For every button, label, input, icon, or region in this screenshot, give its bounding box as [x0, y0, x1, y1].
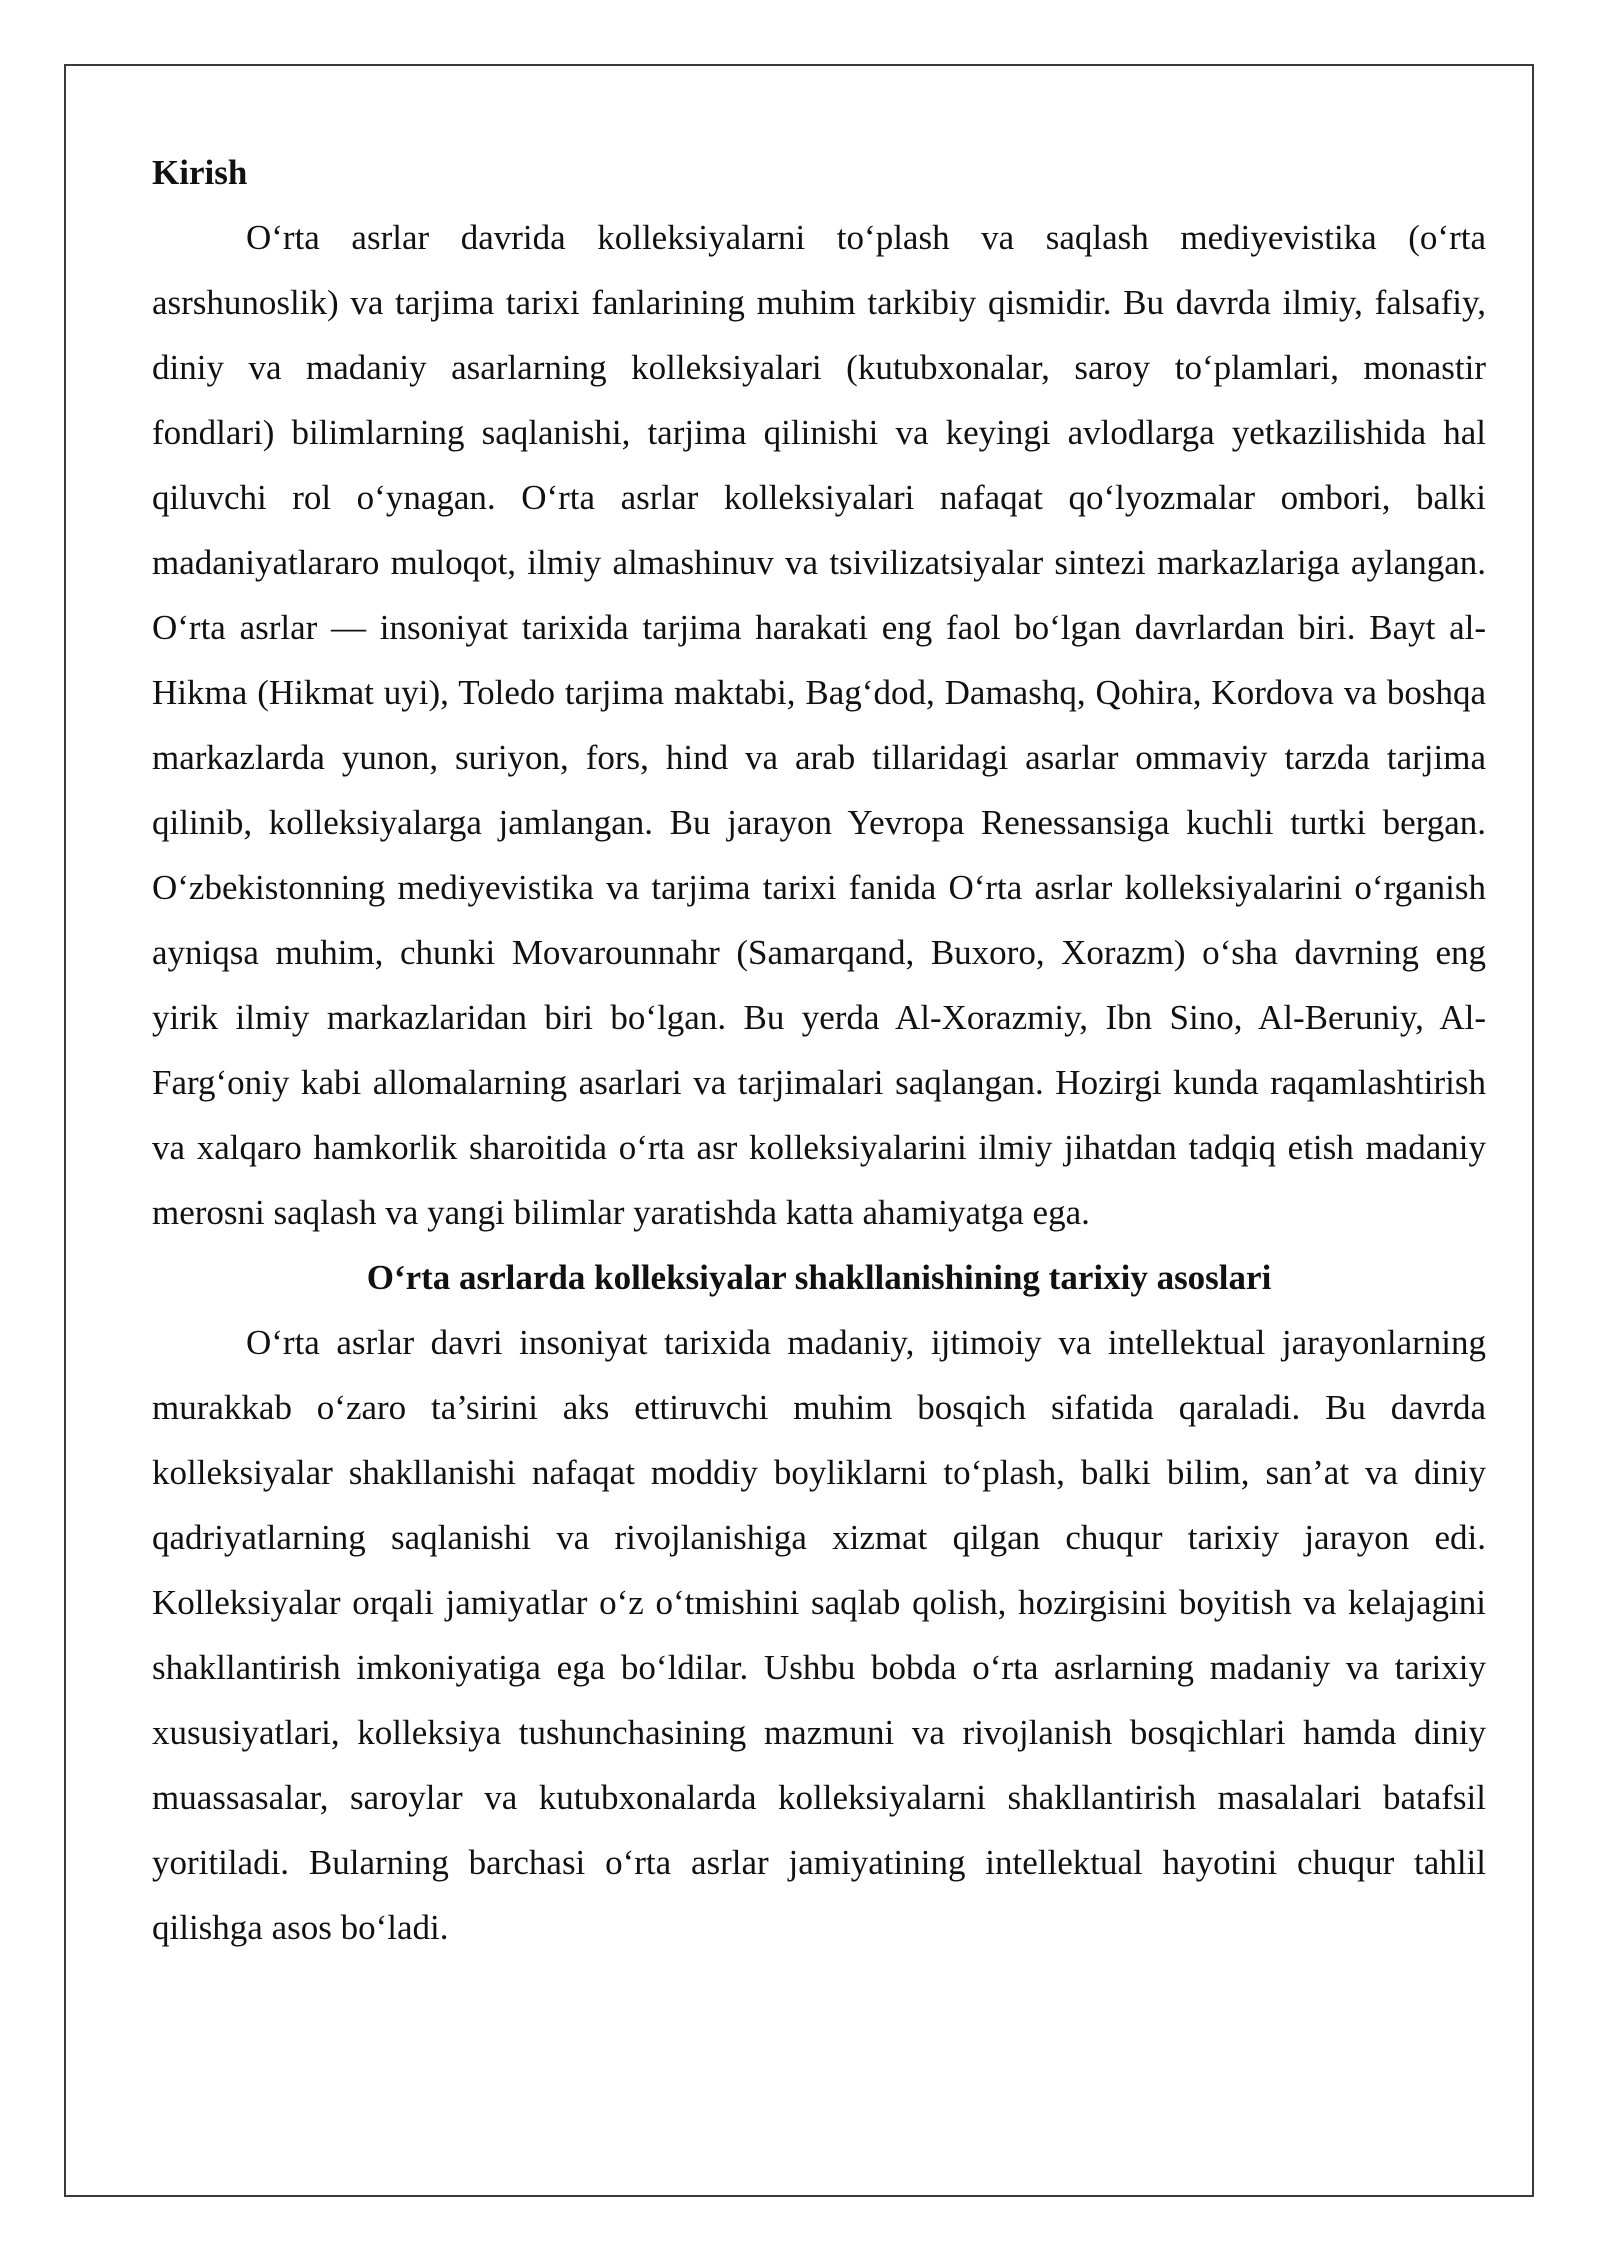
section-heading-kirish: Kirish — [152, 153, 248, 192]
historical-foundations-paragraph: O‘rta asrlar davri insoniyat tarixida madaniy, ijtimoiy va intellektual jarayonlarning murakkab o‘zaro ta’sirini aks ettiruvchi muhim bosqich sifatida qaraladi. Bu davrda kolleksiyalar shakllanishi nafaqat moddiy boyliklarni to‘plash, balki bilim, san’at va diniy qadriyatlarning saqlanishi va rivojlanishiga xizmat qilgan chuqur tarixiy jarayon edi. Kolleksiyalar orqali jamiyatlar o‘z o‘tmishini saqlab qolish, hozirgisini boyitish va kelajagini shakllantirish imkoniyatiga ega bo‘ldilar. Ushbu bobda o‘rta asrlarning madaniy va tarixiy xususiyatlari, kolleksiya tushunchasining mazmuni va rivojlanish bosqichlari hamda diniy muassasalar, saroylar va kutubxonalarda kolleksiyalarni shakllantirish masalalari batafsil yoritiladi. Bularning barchasi o‘rta asrlar jamiyatining intellektual hayotini chuqur tahlil qilishga asos bo‘ladi. — [152, 1323, 1486, 1947]
document-body — [152, 140, 1486, 1960]
section-heading-historical-foundations: O‘rta asrlarda kolleksiyalar shakllanishining tarixiy asoslari — [366, 1258, 1272, 1297]
intro-paragraph: O‘rta asrlar davrida kolleksiyalarni to‘plash va saqlash mediyevistika (o‘rta asrshunoslik) va tarjima tarixi fanlarining muhim tarkibiy qismidir. Bu davrda ilmiy, falsafiy, diniy va madaniy asarlarning kolleksiyalari (kutubxonalar, saroy to‘plamlari, monastir fondlari) bilimlarning saqlanishi, tarjima qilinishi va keyingi avlodlarga yetkazilishida hal qiluvchi rol o‘ynagan. O‘rta asrlar kolleksiyalari nafaqat qo‘lyozmalar ombori, balki madaniyatlararo muloqot, ilmiy almashinuv va tsivilizatsiyalar sintezi markazlariga aylangan. O‘rta asrlar — insoniyat tarixida tarjima harakati eng faol bo‘lgan davrlardan biri. Bayt al-Hikma (Hikmat uyi), Toledo tarjima maktabi, Bag‘dod, Damashq, Qohira, Kordova va boshqa markazlarda yunon, suriyon, fors, hind va arab tillaridagi asarlar ommaviy tarzda tarjima qilinib, kolleksiyalarga jamlangan. Bu jarayon Yevropa Renessansiga kuchli turtki bergan. O‘zbekistonning mediyevistika va tarjima tarixi fanida O‘rta asrlar kolleksiyalarini o‘rganish ayniqsa muhim, chunki Movarounnahr (Samarqand, Buxoro, Xorazm) o‘sha davrning eng yirik ilmiy markazlaridan biri bo‘lgan. Bu yerda Al-Xorazmiy, Ibn Sino, Al-Beruniy, Al-Farg‘oniy kabi allomalarning asarlari va tarjimalari saqlangan. Hozirgi kunda raqamlashtirish va xalqaro hamkorlik sharoitida o‘rta asr kolleksiyalarini ilmiy jihatdan tadqiq etish madaniy merosni saqlash va yangi bilimlar yaratishda katta ahamiyatga ega. — [152, 218, 1486, 1232]
